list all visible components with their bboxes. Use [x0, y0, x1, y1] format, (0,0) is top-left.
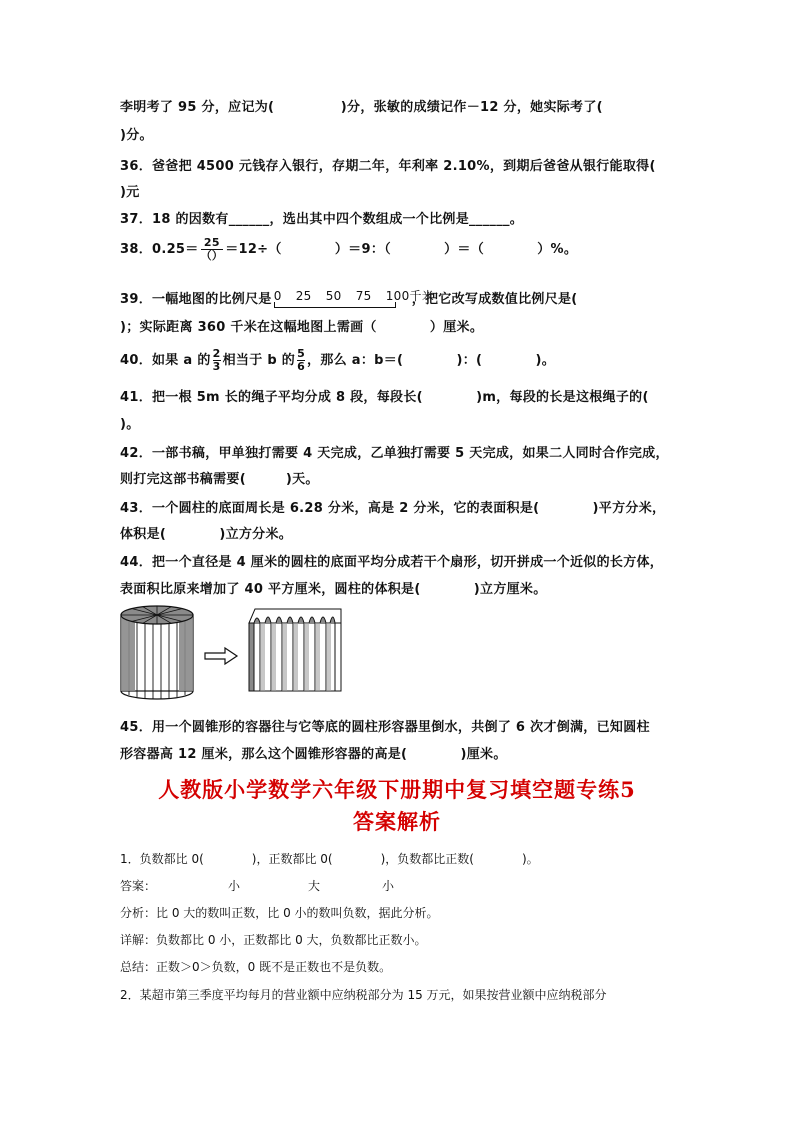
q40-line [120, 348, 555, 373]
q43-line-1: 43．一个圆柱的底面周长是 6.28 分米，高是 2 分米，它的表面积是( )平方分米， [120, 501, 666, 516]
q36-line-1: 36．爸爸把 4500 元钱存入银行，存期二年，年利率 2.10%，到期后爸爸从银行能取得( [120, 159, 656, 174]
answer-1-detail: 详解：负数都比 0 小，正数都比 0 大，负数都比正数小。 [120, 933, 427, 947]
q40-f1-denominator: 3 [212, 360, 221, 373]
answer-2-question: 2．某超市第三季度平均每月的营业额中应纳税部分为 15 万元，如果按营业额中应纳税部分 [120, 988, 607, 1002]
answer-label: 答案： [120, 879, 157, 893]
q39-line-2: )；实际距离 360 千米在这幅地图上需画（ ）厘米。 [120, 320, 484, 335]
q35-line-2: )分。 [120, 128, 153, 143]
q40-f1-numerator: 2 [212, 347, 221, 360]
q38-denominator: （） [200, 249, 224, 262]
scale-bar [273, 289, 435, 311]
q41-line-2: )。 [120, 417, 140, 432]
answer-1-summary: 总结：正数＞0＞负数，0 既不是正数也不是负数。 [120, 960, 392, 974]
q38-numerator: 25 [203, 236, 220, 249]
q38-line [120, 237, 577, 262]
answer-title-line-2: 答案解析 [353, 809, 441, 834]
q35-line-1: 李明考了 95 分，应记为( )分，张敏的成绩记作－12 分，她实际考了( [120, 100, 603, 115]
q43-line-2: 体积是( )立方分米。 [120, 527, 293, 542]
q37-line: 37．18 的因数有______，选出其中四个数组成一个比例是______。 [120, 212, 524, 227]
answer-1-values [120, 877, 395, 894]
q45-line-2: 形容器高 12 厘米，那么这个圆锥形容器的高是( )厘米。 [120, 747, 507, 762]
q39-suffix: ，把它改写成数值比例尺是( [411, 292, 578, 307]
q44-line-2: 表面积比原来增加了 40 平方厘米，圆柱的体积是( )立方厘米。 [120, 582, 547, 597]
q39-line-1 [120, 288, 578, 311]
answer-1-question: 1．负数都比 0( )，正数都比 0( )，负数都比正数( )。 [120, 852, 539, 866]
q40-f2-numerator: 5 [297, 347, 306, 360]
q42-line-2: 则打完这部书稿需要( )天。 [120, 472, 319, 487]
answer-value-3: 小 [382, 879, 395, 893]
q45-line-1: 45．用一个圆锥形的容器往与它等底的圆柱形容器里倒水，共倒了 6 次才倒满，已知圆柱 [120, 720, 650, 735]
q40-fraction-2 [297, 348, 305, 373]
q40-prefix: 40．如果 a 的 [120, 353, 211, 368]
q44-line-1: 44．把一个直径是 4 厘米的圆柱的底面平均分成若干个扇形，切开拼成一个近似的长方体， [120, 555, 664, 570]
q40-fraction-1 [213, 348, 221, 373]
q38-suffix: ＝12÷（ ）＝9：（ ）＝（ ）%。 [225, 242, 578, 257]
answer-value-2: 大 [308, 879, 321, 893]
q38-prefix: 38．0.25＝ [120, 242, 199, 257]
q38-fraction [201, 237, 224, 262]
answer-value-1: 小 [228, 879, 241, 893]
cylinder-to-cuboid-figure [117, 603, 347, 707]
q41-line-1: 41．把一根 5m 长的绳子平均分成 8 段，每段长( )m，每段的长是这根绳子的( [120, 390, 649, 405]
q42-line-1: 42．一部书稿，甲单独打需要 4 天完成，乙单独打需要 5 天完成，如果二人同时合作完成， [120, 446, 669, 461]
cylinder-diagram [117, 603, 347, 703]
q36-line-2: )元 [120, 185, 140, 200]
q40-f2-denominator: 6 [297, 360, 306, 373]
scale-bar-labels: 0 25 50 75 100千米 [273, 289, 435, 303]
q40-mid: 相当于 b 的 [222, 353, 296, 368]
q39-prefix: 39．一幅地图的比例尺是 [120, 292, 272, 307]
answer-1-analysis: 分析：比 0 大的数叫正数，比 0 小的数叫负数，据此分析。 [120, 906, 439, 920]
q40-suffix: ，那么 a：b＝( )：( )。 [307, 353, 556, 368]
answer-title-line-1: 人教版小学数学六年级下册期中复习填空题专练5 [158, 777, 636, 802]
